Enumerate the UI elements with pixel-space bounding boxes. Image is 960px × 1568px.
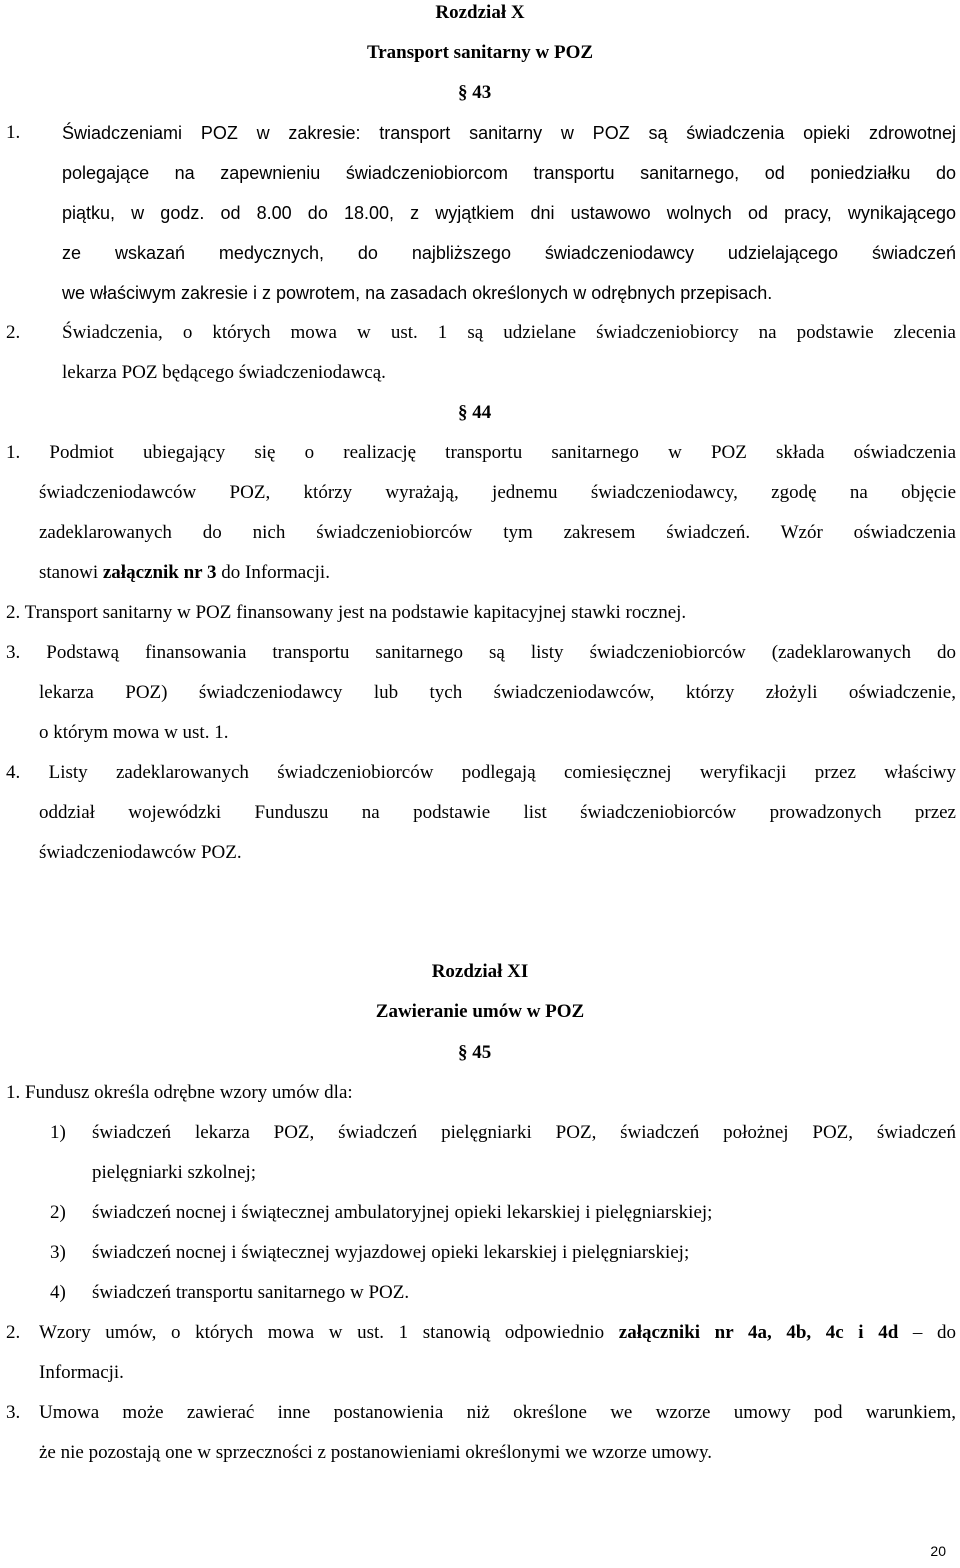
paragraph-line: 3. Podstawą finansowania transportu sanitarnego są listy świadczeniobiorców (zadeklarowanych do — [6, 642, 956, 663]
section-45-heading: § 45 — [458, 1042, 492, 1063]
paragraph-line: świadczeniodawców POZ. — [39, 842, 242, 863]
chapter-10-title: Rozdział X — [435, 2, 525, 23]
paragraph-line: że nie pozostają one w sprzeczności z postanowieniami określonymi we wzorze umowy. — [39, 1442, 713, 1463]
paragraph-line: 1. Podmiot ubiegający się o realizację transportu sanitarnego w POZ składa oświadczenia — [6, 442, 956, 463]
chapter-10-subtitle: Transport sanitarny w POZ — [366, 42, 594, 63]
text-run: stanowi — [39, 562, 103, 583]
section-44-paragraph-2: 2. Transport sanitarny w POZ finansowany jest na podstawie kapitacyjnej stawki rocznej. — [6, 602, 687, 623]
list-item-line: świadczeń transportu sanitarnego w POZ. — [92, 1282, 410, 1303]
paragraph-number: 2. — [6, 1322, 21, 1343]
paragraph-number: 3. — [6, 1402, 21, 1423]
attachment-reference: załącznik nr 3 — [102, 562, 217, 583]
paragraph-line: Świadczeniami POZ w zakresie: transport sanitarny w POZ są świadczenia opieki zdrowotnej — [62, 123, 956, 143]
section-45-paragraph-1: 1. Fundusz określa odrębne wzory umów dla: — [6, 1082, 353, 1103]
list-item-number: 3) — [50, 1242, 66, 1263]
chapter-11-title: Rozdział XI — [431, 961, 529, 982]
section-44-heading: § 44 — [458, 402, 492, 423]
list-item-line: świadczeń nocnej i świątecznej wyjazdowej opieki lekarskiej i pielęgniarskiej; — [92, 1242, 690, 1263]
text-run: – do — [898, 1322, 957, 1343]
list-item-line: pielęgniarki szkolnej; — [92, 1162, 257, 1183]
paragraph-line: o którym mowa w ust. 1. — [39, 722, 229, 743]
list-item-line: świadczeń lekarza POZ, świadczeń pielęgniarki POZ, świadczeń położnej POZ, świadczeń — [92, 1122, 956, 1143]
attachment-reference: załączniki nr 4a, 4b, 4c i 4d — [618, 1322, 899, 1343]
paragraph-line: 4. Listy zadeklarowanych świadczeniobiorców podlegają comiesięcznej weryfikacji przez właściwy — [6, 762, 956, 783]
list-item-number: 4) — [50, 1282, 66, 1303]
paragraph-number: 2. — [6, 322, 21, 343]
paragraph-line: lekarza POZ) świadczeniodawcy lub tych świadczeniodawców, którzy złożyli oświadczenie, — [39, 682, 956, 703]
text-run: Wzory umów, o których mowa w ust. 1 stanowią odpowiednio — [39, 1322, 619, 1343]
paragraph-line: świadczeniodawców POZ, którzy wyrażają, jednemu świadczeniodawcy, zgodę na objęcie — [39, 482, 956, 503]
paragraph-line: lekarza POZ będącego świadczeniodawcą. — [62, 362, 386, 383]
paragraph-line: we właściwym zakresie i z powrotem, na zasadach określonych w odrębnych przepisach. — [62, 283, 773, 303]
paragraph-line: ze wskazań medycznych, do najbliższego świadczeniodawcy udzielającego świadczeń — [62, 243, 956, 263]
paragraph-line: oddział wojewódzki Funduszu na podstawie list świadczeniobiorców prowadzonych przez — [39, 802, 956, 823]
list-item-line: świadczeń nocnej i świątecznej ambulatoryjnej opieki lekarskiej i pielęgniarskiej; — [92, 1202, 713, 1223]
paragraph-line — [39, 1321, 956, 1345]
list-item-number: 1) — [50, 1122, 66, 1143]
paragraph-number: 1. — [6, 122, 21, 143]
paragraph-line — [39, 561, 330, 585]
chapter-11-subtitle: Zawieranie umów w POZ — [375, 1001, 585, 1022]
text-run: do Informacji. — [216, 562, 330, 583]
paragraph-line: polegające na zapewnieniu świadczeniobiorcom transportu sanitarnego, od poniedziałku do — [62, 163, 956, 183]
page-number: 20 — [930, 1543, 946, 1559]
paragraph-line: piątku, w godz. od 8.00 do 18.00, z wyjątkiem dni ustawowo wolnych od pracy, wynikającego — [62, 203, 956, 223]
paragraph-line: Umowa może zawierać inne postanowienia niż określone we wzorze umowy pod warunkiem, — [39, 1402, 956, 1423]
list-item-number: 2) — [50, 1202, 66, 1223]
paragraph-line: Informacji. — [39, 1362, 124, 1383]
paragraph-line: Świadczenia, o których mowa w ust. 1 są udzielane świadczeniobiorcy na podstawie zlecenia — [62, 322, 956, 343]
section-43-heading: § 43 — [458, 82, 492, 103]
paragraph-line: zadeklarowanych do nich świadczeniobiorców tym zakresem świadczeń. Wzór oświadczenia — [39, 522, 956, 543]
